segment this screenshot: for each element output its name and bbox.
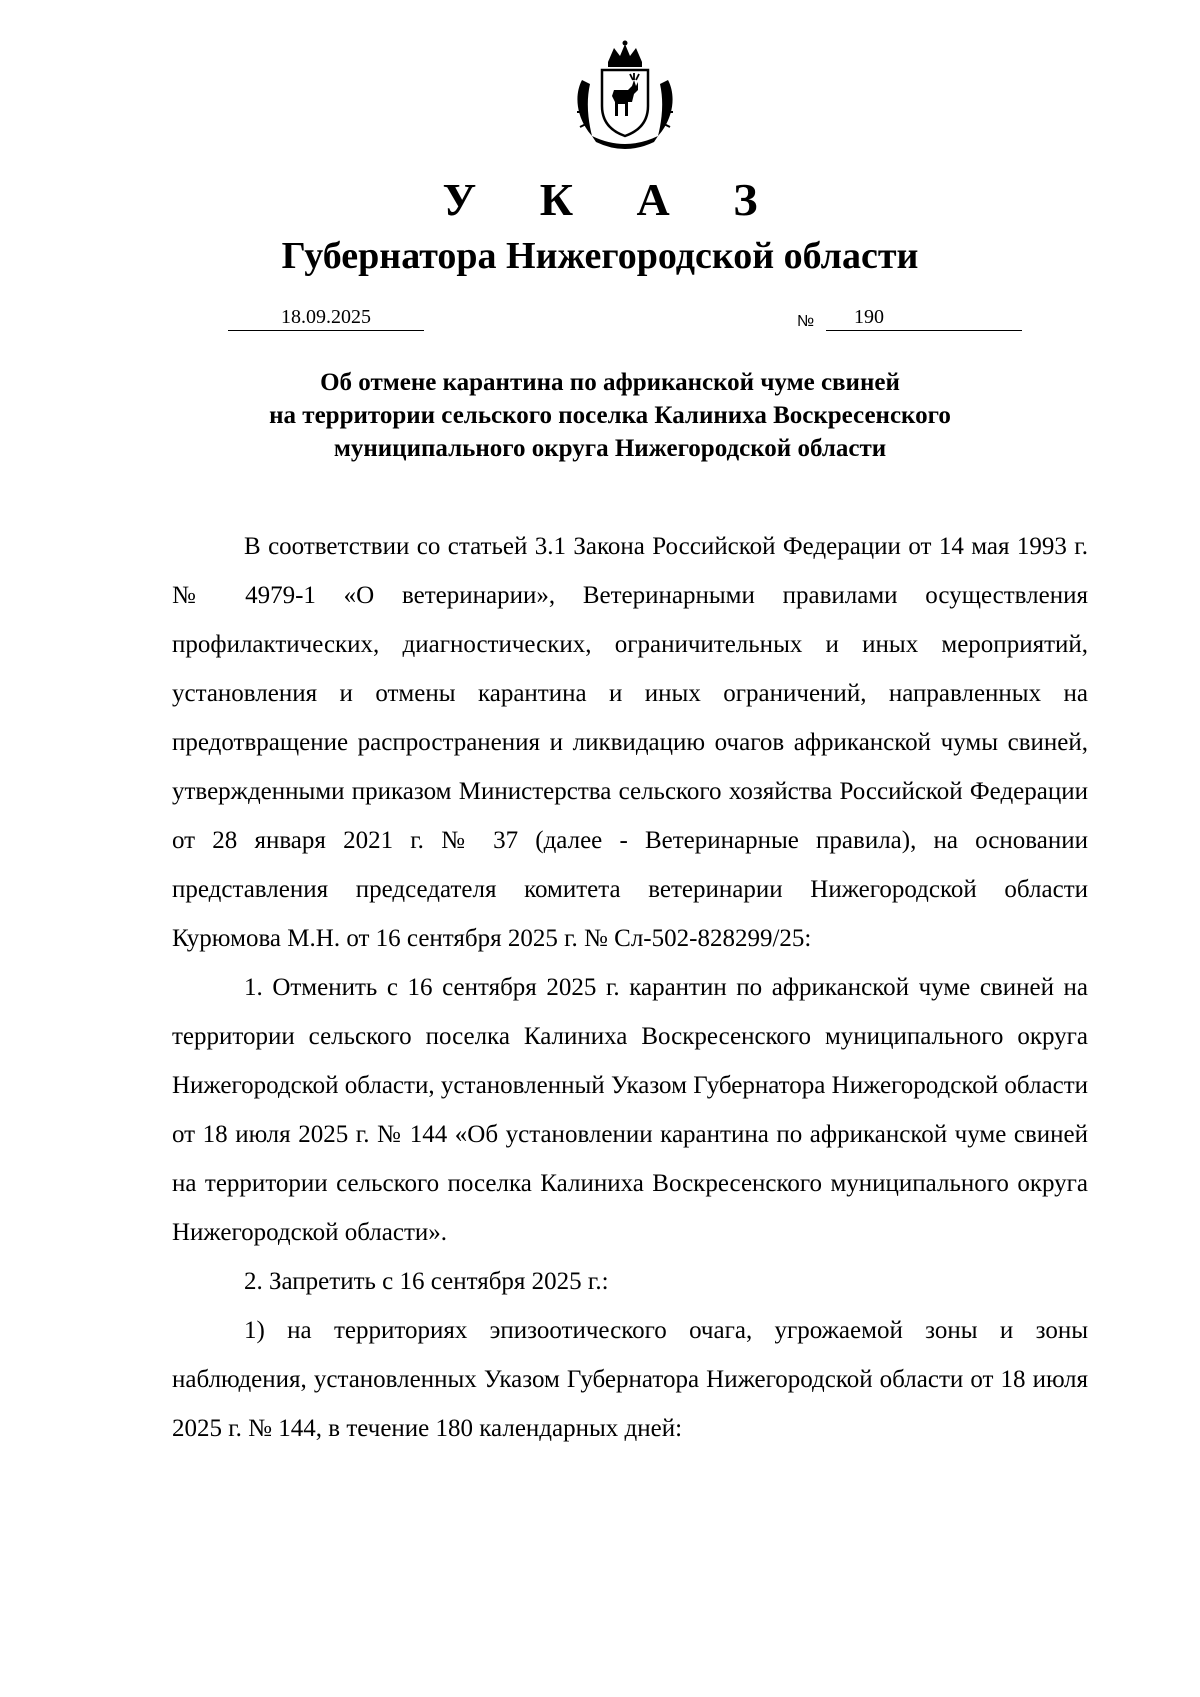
- document-title: У К А З: [442, 174, 784, 225]
- document-number-field: [826, 304, 1022, 331]
- subject-line: муниципального округа Нижегородской области: [333, 435, 887, 462]
- clause-2-paragraph: 2. Запретить с 16 сентября 2025 г.:: [244, 1268, 609, 1295]
- subject-line: Об отмене карантина по африканской чуме свиней: [320, 369, 900, 396]
- preamble-paragraph: В соответствии со статьей 3.1 Закона Российской Федерации от 14 мая 1993 г. № 4979-1 «О ветеринарии», Ветеринарными правилами осуществления профилактических, диагностических, ограничительных и иных мероприятий, установления и отмены карантина и иных ограничений, направленных на предотвращение распространения и ликвидацию очагов африканской чумы свиней, утвержденными приказом Министерства сельского хозяйства Российской Федерации от 28 января 2021 г. № 37 (далее - Ветеринарные правила), на основании представления председателя комитета ветеринарии Нижегородской области Курюмова М.Н. от 16 сентября 2025 г. № Сл-502-828299/25:: [172, 533, 1088, 952]
- clause-1-paragraph: 1. Отменить с 16 сентября 2025 г. карантин по африканской чуме свиней на территории сельского поселка Калиниха Воскресенского муниципального округа Нижегородской области, установленный Указом Губернатора Нижегородской области от 18 июля 2025 г. № 144 «Об установлении карантина по африканской чуме свиней на территории сельского поселка Калиниха Воскресенского муниципального округа Нижегородской области».: [172, 974, 1088, 1246]
- document-subject: [200, 366, 1020, 465]
- subject-line: на территории сельского поселка Калиниха Воскресенского: [269, 402, 951, 429]
- document-number: 190: [854, 306, 884, 328]
- document-issuer: Губернатора Нижегородской области: [281, 235, 919, 277]
- document-date: 18.09.2025: [228, 304, 424, 331]
- clause-2-1-paragraph: 1) на территориях эпизоотического очага, угрожаемой зоны и зоны наблюдения, установленных Указом Губернатора Нижегородской области от 18 июля 2025 г. № 144, в течение 180 календарных дней:: [172, 1317, 1088, 1442]
- coat-of-arms-icon: [570, 40, 680, 150]
- document-body: [172, 522, 1088, 1453]
- number-sign: №: [797, 313, 815, 330]
